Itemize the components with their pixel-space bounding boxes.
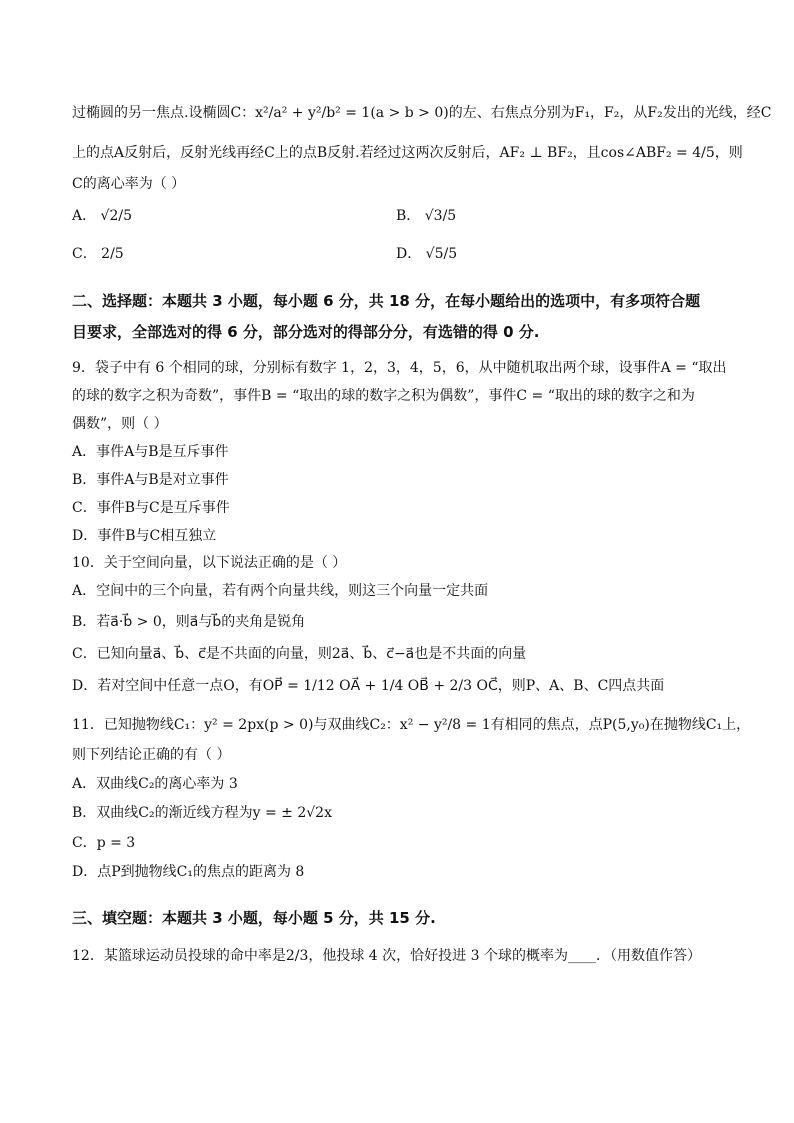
- q9-option-c: C．事件B与C是互斥事件: [72, 500, 230, 516]
- q8-option-a: A． √2/5: [72, 208, 133, 224]
- q11-option-c: C．p = 3: [72, 835, 136, 851]
- q10-option-b: B．若a⃗·b⃗ > 0，则a⃗与b⃗的夹角是锐角: [72, 614, 306, 630]
- q9-line-2: 的球的数字之积为奇数”，事件B = “取出的球的数字之积为偶数”，事件C = “取出的球的数字之和为: [72, 388, 695, 404]
- q10-option-c: C．已知向量a⃗、b⃗、c⃗是不共面的向量，则2a⃗、b⃗、c⃗−a⃗也是不共面的向量: [72, 646, 527, 662]
- section-3-heading: 三、填空题：本题共 3 小题，每小题 5 分，共 15 分.: [72, 909, 436, 927]
- q10-option-a: A．空间中的三个向量，若有两个向量共线，则这三个向量一定共面: [72, 583, 489, 599]
- q11-option-d: D．点P到抛物线C₁的焦点的距离为 8: [72, 864, 305, 880]
- q9-option-d: D．事件B与C相互独立: [72, 528, 217, 544]
- q8-line-3: C的离心率为（ ）: [72, 176, 186, 192]
- q8-option-d: D． √5/5: [396, 246, 458, 262]
- q10-line-1: 10．关于空间向量，以下说法正确的是（ ）: [72, 555, 347, 571]
- q9-option-a: A．事件A与B是互斥事件: [72, 444, 229, 460]
- q8-line-1: 过椭圆的另一焦点.设椭圆C：x²/a² + y²/b² = 1(a > b > 0)的左、右焦点分别为F₁，F₂，从F₂发出的光线，经C: [72, 105, 772, 121]
- q11-option-a: A．双曲线C₂的离心率为 3: [72, 776, 238, 792]
- q11-line-1: 11．已知抛物线C₁：y² = 2px(p > 0)与双曲线C₂：x² − y²/8 = 1有相同的焦点，点P(5,y₀)在抛物线C₁上，: [72, 717, 751, 733]
- q12-line-1: 12．某篮球运动员投球的命中率是2/3，他投球 4 次，恰好投进 3 个球的概率为____．（用数值作答）: [72, 948, 701, 964]
- q11-line-2: 则下列结论正确的有（ ）: [72, 747, 231, 763]
- q8-option-c: C． 2/5: [72, 246, 124, 262]
- q8-line-2: 上的点A反射后，反射光线再经C上的点B反射.若经过这两次反射后，AF₂ ⊥ BF₂，且cos∠ABF₂ = 4/5，则: [72, 145, 743, 161]
- q9-line-3: 偶数”，则（ ）: [72, 416, 168, 432]
- q11-option-b: B．双曲线C₂的渐近线方程为y = ± 2√2x: [72, 805, 332, 821]
- q9-line-1: 9．袋子中有 6 个相同的球，分别标有数字 1，2，3，4，5，6，从中随机取出两个球，设事件A = “取出: [72, 360, 727, 376]
- section-2-heading-line-1: 二、选择题：本题共 3 小题，每小题 6 分，共 18 分，在每小题给出的选项中，有多项符合题: [72, 292, 701, 310]
- q10-option-d: D．若对空间中任意一点O，有OP⃗ = 1/12 OA⃗ + 1/4 OB⃗ + 2/3 OC⃗，则P、A、B、C四点共面: [72, 678, 665, 694]
- q9-option-b: B．事件A与B是对立事件: [72, 472, 229, 488]
- section-2-heading-line-2: 目要求，全部选对的得 6 分，部分选对的得部分分，有选错的得 0 分.: [72, 323, 540, 341]
- q8-option-b: B． √3/5: [396, 208, 457, 224]
